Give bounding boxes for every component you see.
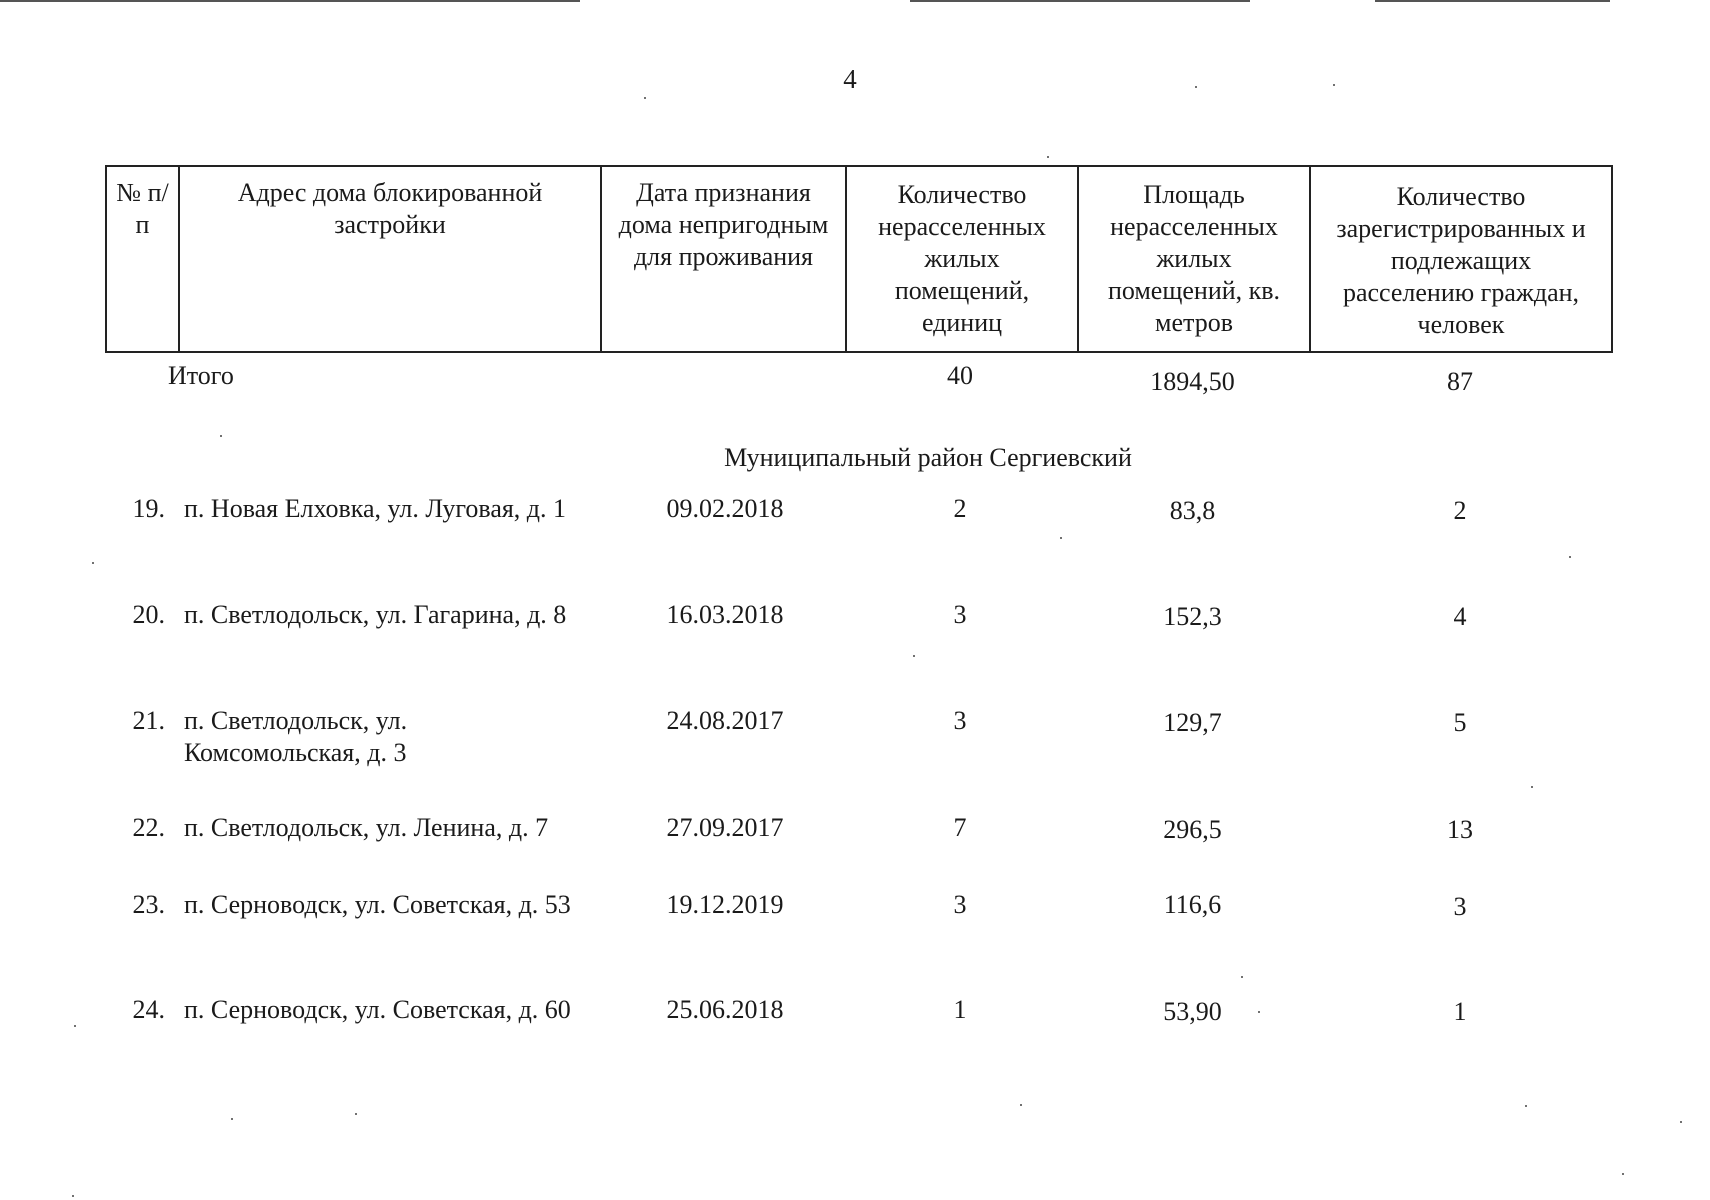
page-number: 4 [843, 64, 857, 94]
table-row [0, 994, 1710, 1084]
table-row [0, 493, 1710, 583]
scan-speck [355, 1113, 357, 1115]
header-number: № п/п [105, 165, 178, 353]
scan-speck [1333, 84, 1335, 86]
row-units: 2 [953, 494, 967, 523]
row-units: 1 [953, 995, 967, 1024]
row-units: 3 [953, 890, 967, 919]
row-address: п. Новая Елховка, ул. Луговая, д. 1 [184, 494, 567, 523]
row-people: 1 [1453, 997, 1467, 1026]
scan-speck [74, 1025, 76, 1027]
row-date: 27.09.2017 [666, 813, 784, 842]
row-area: 152,3 [1163, 602, 1222, 631]
row-date: 09.02.2018 [666, 494, 784, 523]
table-row [0, 889, 1710, 979]
row-people: 13 [1447, 815, 1473, 844]
row-units: 3 [953, 706, 967, 735]
total-area: 1894,50 [1150, 367, 1235, 396]
row-date: 19.12.2019 [666, 890, 784, 919]
header-units: Количество нерасселенных жилых помещений, единиц [845, 165, 1077, 353]
header-area: Площадь нерасселенных жилых помещений, кв. метров [1077, 165, 1309, 353]
scan-speck [92, 562, 94, 564]
scan-speck [1195, 86, 1197, 88]
row-date: 24.08.2017 [666, 706, 784, 735]
scan-speck [1047, 156, 1049, 158]
total-units: 40 [947, 361, 973, 390]
scan-speck [72, 1195, 74, 1197]
scan-speck [1569, 556, 1571, 558]
row-area: 296,5 [1163, 815, 1222, 844]
section-title: Муниципальный район Сергиевский [724, 443, 1132, 472]
scan-speck [231, 1118, 233, 1120]
row-date: 25.06.2018 [666, 995, 784, 1024]
table-row [0, 599, 1710, 689]
row-people: 4 [1453, 602, 1467, 631]
row-address: п. Светлодольск, ул. Гагарина, д. 8 [184, 600, 567, 629]
row-index: 23. [132, 890, 165, 919]
row-area: 53,90 [1163, 997, 1222, 1026]
row-address: п. Серноводск, ул. Советская, д. 53 [184, 890, 571, 919]
row-area: 83,8 [1169, 496, 1216, 525]
total-label: Итого [168, 361, 234, 390]
header-people: Количество зарегистрированных и подлежащих расселению граждан, человек [1309, 165, 1613, 353]
scan-speck [913, 655, 915, 657]
row-units: 7 [953, 813, 967, 842]
row-address: п. Светлодольск, ул. Комсомольская, д. 3 [184, 706, 408, 767]
row-area: 129,7 [1163, 708, 1222, 737]
scan-speck [1525, 1105, 1527, 1107]
row-date: 16.03.2018 [666, 600, 784, 629]
scan-speck [1531, 786, 1533, 788]
total-people: 87 [1447, 367, 1473, 396]
header-address: Адрес дома блокированной застройки [178, 165, 600, 353]
scan-speck [1020, 1104, 1022, 1106]
table-header [105, 165, 1613, 353]
scan-speck [1258, 1011, 1260, 1013]
scan-speck [644, 97, 646, 99]
row-units: 3 [953, 600, 967, 629]
scan-speck [220, 435, 222, 437]
row-people: 5 [1453, 708, 1467, 737]
scan-speck [1241, 976, 1243, 978]
scan-edge-line [0, 0, 580, 2]
row-index: 19. [132, 494, 165, 523]
total-row [0, 360, 1710, 450]
scan-speck [1680, 1121, 1682, 1123]
row-address: п. Светлодольск, ул. Ленина, д. 7 [184, 813, 549, 842]
table-row [0, 705, 1710, 795]
row-index: 21. [132, 706, 165, 735]
header-date: Дата признания дома непригодным для проживания [600, 165, 845, 353]
row-people: 3 [1453, 892, 1467, 921]
scan-edge-line [1375, 0, 1610, 2]
scan-speck [1622, 1173, 1624, 1175]
row-area: 116,6 [1163, 890, 1222, 919]
scan-edge-line [910, 0, 1250, 2]
row-address: п. Серноводск, ул. Советская, д. 60 [184, 995, 571, 1024]
row-index: 20. [132, 600, 165, 629]
row-index: 24. [132, 995, 165, 1024]
row-index: 22. [132, 813, 165, 842]
row-people: 2 [1453, 496, 1467, 525]
scan-speck [1060, 537, 1062, 539]
